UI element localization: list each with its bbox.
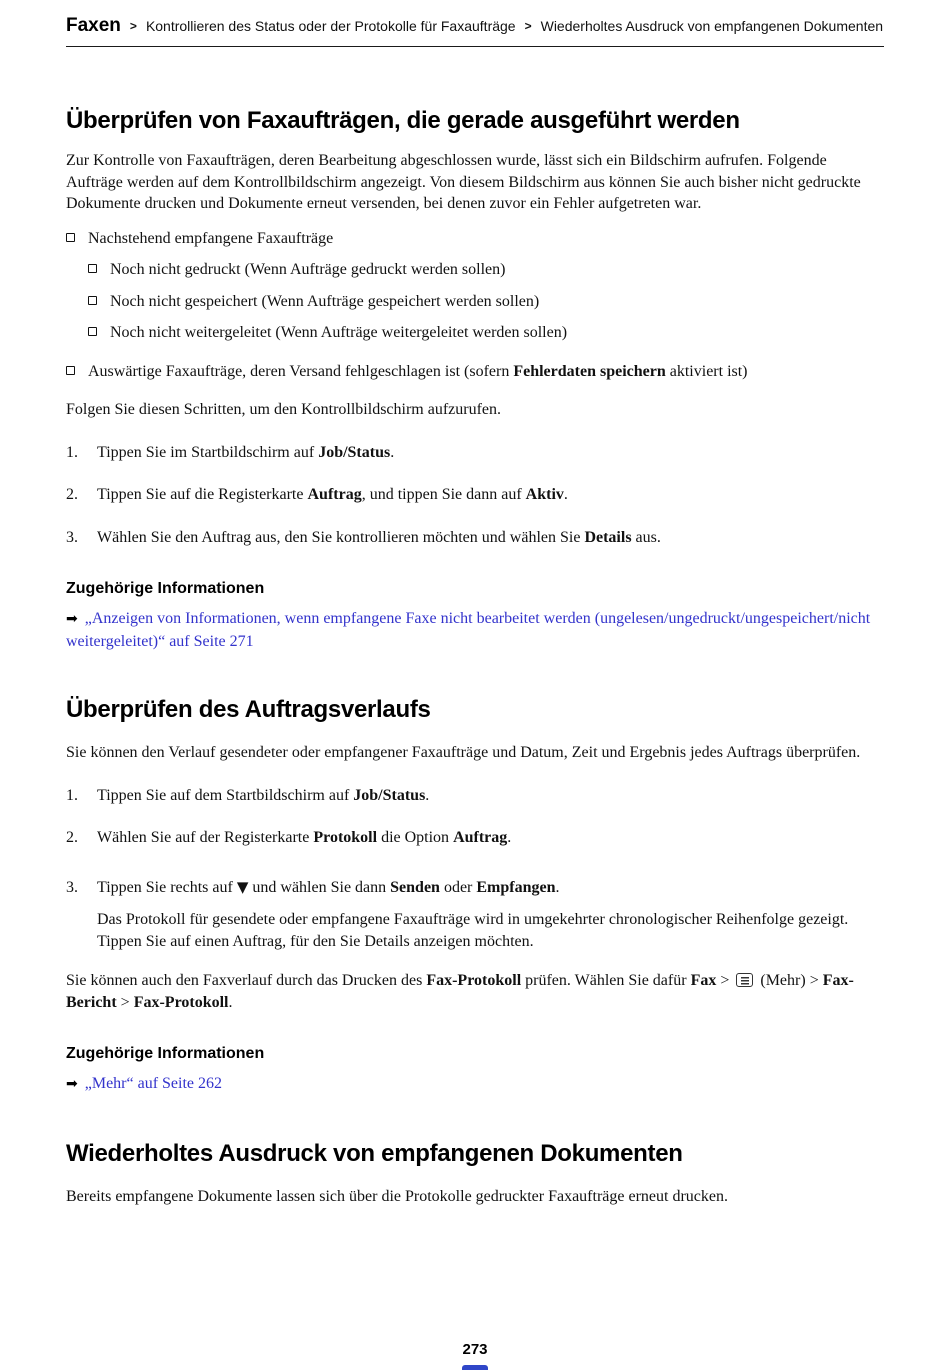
list-item-text: Auswärtige Faxaufträge, deren Versand fehlgeschlagen ist (sofern Fehlerdaten speichern aktiviert ist) — [88, 362, 748, 380]
section-title: Überprüfen des Auftragsverlaufs — [66, 696, 431, 723]
step-number: 3. — [66, 878, 78, 896]
list-item-text: Noch nicht gedruckt (Wenn Aufträge gedruckt werden sollen) — [110, 261, 506, 278]
list-item-text: Nachstehend empfangene Faxaufträge — [88, 229, 334, 247]
step-number: 2. — [66, 486, 78, 503]
step-text: Tippen Sie im Startbildschirm auf Job/Status. — [97, 443, 395, 461]
related-info-row — [66, 1073, 884, 1096]
list-item — [66, 361, 884, 383]
related-info-row — [66, 608, 884, 652]
step-number: 3. — [66, 528, 78, 546]
related-info-heading: Zugehörige Informationen — [66, 580, 265, 597]
step-text: Tippen Sie rechts auf ▼ und wählen Sie dann Senden oder Empfangen. — [97, 877, 560, 896]
numbered-step — [66, 527, 884, 549]
step-number: 1. — [66, 443, 78, 461]
section-title: Wiederholtes Ausdruck von empfangenen Dokumenten — [66, 1139, 683, 1167]
list-item — [88, 322, 884, 344]
square-bullet-icon — [66, 366, 75, 375]
page-bottom-mark — [462, 1365, 488, 1370]
numbered-step — [66, 484, 884, 506]
step-text: Tippen Sie auf dem Startbildschirm auf Job/Status. — [97, 786, 430, 804]
section-reprinting-received-documents — [66, 1140, 884, 1208]
list-item — [88, 291, 884, 313]
related-info-heading: Zugehörige Informationen — [66, 1045, 265, 1062]
list-item-text: Noch nicht gespeichert (Wenn Aufträge gespeichert werden sollen) — [110, 292, 540, 310]
numbered-steps — [66, 442, 884, 549]
related-link[interactable]: „Anzeigen von Informationen, wenn empfangene Faxe nicht bearbeitet werden (ungelesen/ungedruckt/ungespeichert/nicht weitergeleitet)“ auf Seite 271 — [66, 610, 871, 650]
square-bullet-icon — [66, 233, 75, 242]
list-item-text: Noch nicht weitergeleitet (Wenn Aufträge weitergeleitet werden sollen) — [110, 324, 568, 341]
arrow-right-icon: ➡ — [66, 1076, 78, 1092]
breadcrumb-root: Faxen — [66, 15, 121, 36]
step-text: Tippen Sie auf die Registerkarte Auftrag, und tippen Sie dann auf Aktiv. — [97, 486, 568, 503]
page-number: 273 — [462, 1341, 488, 1358]
square-bullet-icon — [88, 264, 97, 273]
step-detail: Das Protokoll für gesendete oder empfangene Faxaufträge wird in umgekehrter chronologischer Reihenfolge gezeigt. Tippen Sie auf einen Auftrag, für den Sie Details anzeigen möchten. — [97, 911, 849, 950]
step-text: Wählen Sie auf der Registerkarte Protokoll die Option Auftrag. — [97, 829, 512, 846]
square-bullet-icon — [88, 327, 97, 336]
breadcrumb-item: Kontrollieren des Status oder der Protokolle für Faxaufträge — [145, 18, 516, 34]
breadcrumb-separator-icon: > — [129, 19, 137, 33]
paragraph: Bereits empfangene Dokumente lassen sich über die Protokolle gedruckter Faxaufträge erneut drucken. — [66, 1187, 728, 1205]
step-text: Wählen Sie den Auftrag aus, den Sie kontrollieren möchten und wählen Sie Details aus. — [97, 528, 661, 546]
header-rule — [66, 46, 884, 47]
paragraph: Sie können auch den Faxverlauf durch das Drucken des Fax-Protokoll prüfen. Wählen Sie dafür Fax > (Mehr) > Fax-Bericht > Fax-Protokoll. — [66, 972, 854, 1011]
numbered-step — [66, 877, 884, 899]
breadcrumb-separator-icon: > — [524, 19, 532, 33]
numbered-step — [66, 827, 884, 849]
section-checking-job-history — [66, 696, 884, 1096]
step-number: 2. — [66, 829, 78, 846]
arrow-right-icon: ➡ — [66, 611, 78, 627]
square-bullet-icon — [88, 296, 97, 305]
section-checking-running-fax-jobs — [66, 107, 884, 652]
paragraph: Zur Kontrolle von Faxaufträgen, deren Bearbeitung abgeschlossen wurde, lässt sich ein Bildschirm aufrufen. Folgende Aufträge werden auf dem Kontrollbildschirm angezeigt. Von diesem Bildschirm aus können Sie auch bisher nicht gedruckte Dokumente drucken und Dokumente erneut versenden, bei denen zuvor ein Fehler aufgetreten war. — [66, 152, 861, 212]
more-menu-icon — [736, 973, 753, 987]
paragraph: Sie können den Verlauf gesendeter oder empfangener Faxaufträge und Datum, Zeit und Ergebnis jedes Auftrags überprüfen. — [66, 744, 861, 761]
related-link[interactable]: „Mehr“ auf Seite 262 — [84, 1075, 223, 1092]
step-number: 1. — [66, 786, 78, 804]
list-item — [66, 228, 884, 250]
list-item — [88, 259, 884, 281]
section-title: Überprüfen von Faxaufträgen, die gerade ausgeführt werden — [66, 107, 740, 134]
breadcrumb — [66, 0, 884, 37]
numbered-steps — [66, 785, 884, 953]
paragraph: Folgen Sie diesen Schritten, um den Kontrollbildschirm aufzurufen. — [66, 401, 502, 418]
numbered-step — [66, 442, 884, 464]
breadcrumb-item: Wiederholtes Ausdruck von empfangenen Dokumenten — [540, 18, 884, 34]
numbered-step — [66, 785, 884, 807]
